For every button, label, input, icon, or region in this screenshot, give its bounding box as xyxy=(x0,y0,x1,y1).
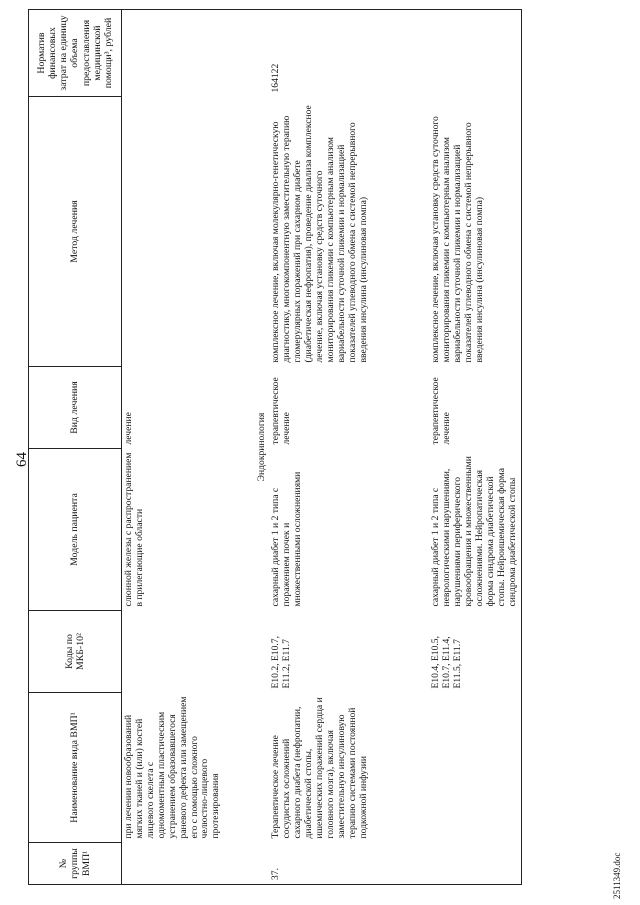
col-header-name: Наименование вида ВМП¹ xyxy=(29,693,122,843)
row-model-1: сахарный диабет 1 и 2 типа с поражением почек и множественными осложнениями xyxy=(270,471,304,607)
row-mkb-1: E10.2, E10.7, E11.2, E11.7 xyxy=(270,636,293,689)
table-header-row xyxy=(29,10,122,885)
row-kind-1: терапевтическое лечение xyxy=(270,377,293,445)
col-header-mkb: Коды по МКБ-10² xyxy=(29,611,122,693)
row-method-1: комплексное лечение, включая молекулярно-генетическую диагностику, многокомпонентную заместительную терапию гломерулярных поражений при сахарном диабете (диабетическая нефропатия), проведение диализа комплексное лечение, включая установку средств суточного мониторирования гликемии с компьютерным анализом вариабельности суточной гликемии и нормализацией показателей углеводного обмена с системой непрерывного введения инсулина (инсулиновая помпа) xyxy=(270,105,369,363)
footer-code: 2511349.doc xyxy=(612,852,622,899)
section-title: Эндокринология xyxy=(254,10,270,885)
row-method-2: комплексное лечение, включая установку средств суточного мониторирования гликемии с компьютерным анализом вариабельности суточной гликемии и нормализацией показателей углеводного обмена с системой непрерывного введения инсулина (инсулиновая помпа) xyxy=(429,97,521,367)
prev-model: слюнной железы с распространением в прилегающие области xyxy=(123,452,145,607)
prev-name: при лечении новообразований мягких тканей и (или) костей лицевого скелета с одномоментным пластическим устранением образовавшегося раневого дефекта или замещением его с помощью сложного челюстно-лицевого протезирования xyxy=(123,696,222,839)
col-header-model: Модель пациента xyxy=(29,449,122,611)
table-row xyxy=(122,10,254,885)
col-header-kind: Вид лечения xyxy=(29,367,122,449)
row-mkb-2: E10.4, E10.5, E10.7, E11.4, E11.5, E11.7 xyxy=(429,611,521,693)
section-row xyxy=(254,10,270,885)
col-header-cost: Норматив финансовых затрат на единицу объема предоставления медицинской помощи³, рублей xyxy=(29,10,122,97)
row-name: Терапевтическое лечение сосудистых осложнений сахарного диабета (нефропатии, диабетической стопы, ишемических поражений сердца и головного мозга), включая заместительную инсулиновую терапию системами постоянной подкожной инфузии xyxy=(269,693,521,843)
vmp-table xyxy=(28,9,522,885)
col-header-num: № группы ВМП¹ xyxy=(29,843,122,885)
row-kind-2: терапевтическое лечение xyxy=(429,367,521,449)
row-model-2: сахарный диабет 1 и 2 типа с неврологическими нарушениями, нарушениями периферического кровообращения и множественными осложнениями. Нейропатическая форма синдрома диабетической стопы. Нейроишемическая форма синдрома диабетической стопы xyxy=(429,449,521,611)
table-row xyxy=(269,10,429,885)
prev-kind: лечение xyxy=(123,412,134,445)
row-cost: 164122 xyxy=(269,10,521,97)
row-number: 37. xyxy=(269,843,521,885)
page-number: 64 xyxy=(14,452,30,467)
col-header-method: Метод лечения xyxy=(29,97,122,367)
